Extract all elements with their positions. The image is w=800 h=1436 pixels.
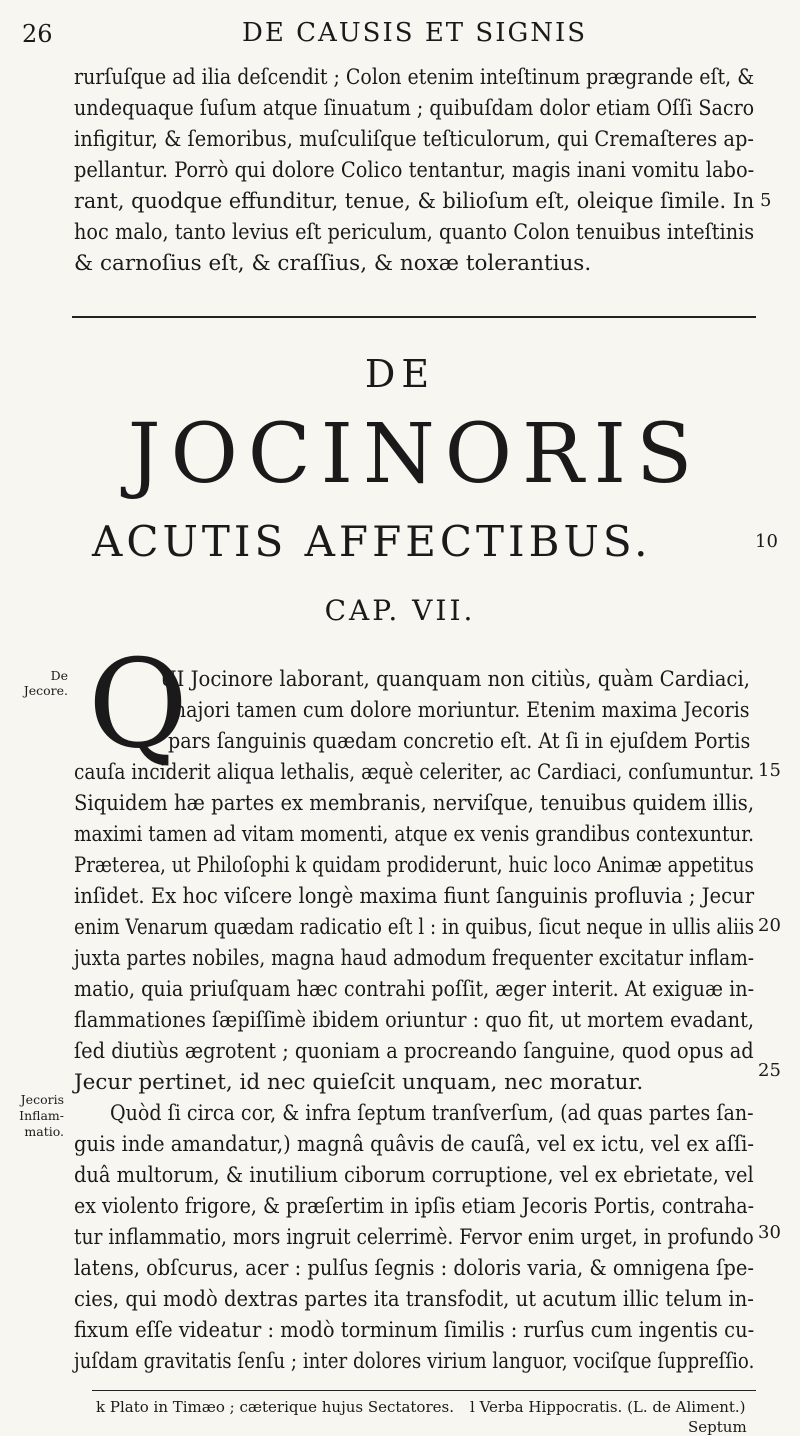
text-line: maximi tamen ad vitam momenti, atque ex venis grandibus contexuntur. [74, 822, 754, 847]
text-line: Siquidem hæ partes ex membranis, nerviſque, tenuibus quidem illis, [74, 791, 755, 816]
chapter-title: CAP. VII. [324, 594, 476, 627]
heading-de: DE [364, 352, 436, 396]
heading-sub: ACUTIS AFFECTIBUS. [92, 517, 652, 566]
heading-main: JOCINORIS [127, 407, 703, 502]
text-line: pars ſanguinis quædam concretio eſt. At ſi in ejuſdem Portis [168, 729, 751, 754]
text-line: flammationes ſæpiſſimè ibidem oriuntur : quo fit, ut mortem evadant, [74, 1008, 755, 1033]
drop-cap: Q [88, 633, 189, 775]
catchword: Septum [688, 1418, 747, 1436]
margin-note: De Jecore. [23, 668, 68, 698]
text-line: pellantur. Porrò qui dolore Colico tentantur, magis inani vomitu labo- [74, 158, 755, 183]
text-line: fixum eſſe videatur : modò torminum ſimilis : rurſus cum ingentis cu- [74, 1318, 755, 1343]
text-line: guis inde amandatur,) magnâ quâvis de cauſâ, vel ex ictu, vel ex aſſi- [74, 1132, 755, 1157]
text-line: majori tamen cum dolore moriuntur. Etenim maxima Jecoris [168, 698, 750, 723]
text-line: tur inflammatio, mors ingruit celerrimè. Fervor enim urget, in profundo [74, 1225, 754, 1250]
text-line: enim Venarum quædam radicatio eſt l : in quibus, ſicut neque in ullis aliis [74, 915, 755, 940]
footnote: k Plato in Timæo ; cæterique hujus Sectatores. [96, 1398, 454, 1416]
text-line: Quòd ſi circa cor, & infra ſeptum tranſverſum, (ad quas partes ſan- [110, 1101, 754, 1126]
text-line: UI Jocinore laborant, quanquam non citiùs, quàm Cardiaci, [160, 667, 750, 692]
section-rule [72, 316, 756, 318]
text-line: inſidet. Ex hoc viſcere longè maxima fiunt ſanguinis profluvia ; Jecur [74, 884, 755, 909]
text-line: ex violento frigore, & præſertim in ipſis etiam Jecoris Portis, contraha- [74, 1194, 754, 1219]
line-number: 15 [758, 760, 781, 781]
page-number: 26 [22, 20, 53, 48]
running-title: DE CAUSIS ET SIGNIS [242, 18, 588, 48]
text-line: Jecur pertinet, id nec quieſcit unquam, nec moratur. [74, 1070, 644, 1095]
text-line: Præterea, ut Philoſophi k quidam prodiderunt, huic loco Animæ appetitus [74, 853, 754, 878]
margin-note: Jecoris [20, 1092, 64, 1107]
text-line: duâ multorum, & inutilium ciborum corruptione, vel ex ebrietate, vel [74, 1163, 754, 1188]
text-line: infigitur, & ſemoribus, muſculiſque teſticulorum, qui Cremaſteres ap- [74, 127, 754, 152]
text-line: hoc malo, tanto levius eſt periculum, quanto Colon tenuibus inteſtinis [74, 220, 755, 245]
line-number: 30 [758, 1222, 781, 1243]
text-line: ſed diutiùs ægrotent ; quoniam a procreando ſanguine, quod opus ad [74, 1039, 754, 1064]
text-line: rurſuſque ad ilia deſcendit ; Colon etenim inteſtinum prægrande eſt, & [74, 65, 755, 90]
text-line: latens, obſcurus, acer : pulſus ſegnis : doloris varia, & omnigena ſpe- [74, 1256, 754, 1281]
footnote: l Verba Hippocratis. (L. de Aliment.) [470, 1398, 746, 1416]
text-line: rant, quodque effunditur, tenue, & bilioſum eſt, oleique ſimile. In [74, 189, 755, 214]
text-line: undequaque ſuſum atque ſinuatum ; quibuſdam dolor etiam Oſſi Sacro [74, 96, 755, 121]
text-line: juſdam gravitatis ſenſu ; inter dolores virium languor, vociſque ſuppreſſio. [74, 1349, 755, 1374]
text-line: & carnoſius eſt, & craſſius, & noxæ tolerantius. [74, 251, 592, 276]
line-number: 25 [758, 1060, 781, 1081]
line-number: 10 [755, 531, 778, 552]
line-number: 5 [760, 190, 772, 211]
text-line: cauſa inciderit aliqua lethalis, æquè celeriter, ac Cardiaci, conſumuntur. [74, 760, 755, 785]
margin-note: Inflam- [19, 1108, 64, 1123]
line-number: 20 [758, 915, 781, 936]
text-line: matio, quia priuſquam hæc contrahi poſſit, æger interit. At exiguæ in- [74, 977, 755, 1002]
footnote-rule [92, 1390, 756, 1391]
text-line: juxta partes nobiles, magna haud admodum frequenter excitatur inflam- [74, 946, 755, 971]
margin-note: matio. [24, 1124, 64, 1139]
text-line: cies, qui modò dextras partes ita transfodit, ut acutum illic telum in- [74, 1287, 754, 1312]
